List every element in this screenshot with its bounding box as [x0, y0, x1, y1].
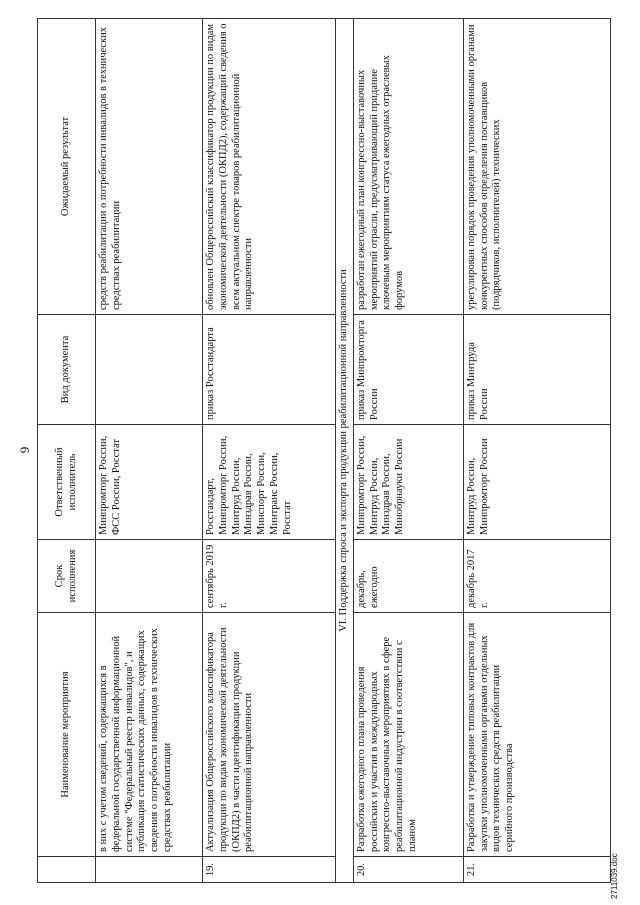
table-header-row	[38, 19, 96, 883]
measure-term: декабрь, ежегодно	[353, 540, 463, 613]
row-number	[96, 857, 203, 883]
page-number: 9	[17, 446, 32, 454]
measure-name: Разработка и утверждение типовых контрактов для закупки уполномоченными органами отдельных видов технических средств реабилитации серийного производства	[463, 613, 610, 857]
measure-doc-type: приказ Минпромторга России	[353, 315, 463, 425]
measure-executor: Минпромторг России, Минтруд России, Минздрав России, Минобрнауки России	[353, 425, 463, 540]
measure-term: сентябрь 2019 г.	[203, 540, 336, 613]
measure-result: средств реабилитации о потребности инвалидов в технических средствах реабилитации	[96, 19, 203, 315]
measure-doc-type: приказ Росстандарта	[203, 315, 336, 425]
measure-name: Актуализация Общероссийского классификатора продукции по видам экономической деятельности (ОКПД2) в части идентификации продукции реабилитационной направленности	[203, 613, 336, 857]
document-code: 2711039.doc	[610, 853, 619, 899]
row-number: 19.	[203, 857, 336, 883]
measure-name: Разработка ежегодного плана проведения российских и участия в международных конгрессно-выставочных мероприятиях в сфере реабилитационной индустрии в соответствии с планом	[353, 613, 463, 857]
measure-term: декабрь 2017 г.	[463, 540, 610, 613]
table-row-20	[353, 19, 463, 883]
header-executor: Ответственный исполнитель	[38, 425, 96, 540]
measure-result: урегулирован порядок проведения уполномоченными органами конкурентных способов определения поставщиков (подрядчиков, исполнителей) технических	[463, 19, 610, 315]
table-row-21	[463, 19, 610, 883]
measure-result: обновлен Общероссийский классификатор продукции по видам экономической деятельности (ОКПД2), содержащий сведения о всем актуальном спектре товаров реабилитационной направленности	[203, 19, 336, 315]
measure-executor: Росстандарт, Минпромторг России, Минтруд России, Минздрав России, Минспорт России, Минтранс России, Росстат	[203, 425, 336, 540]
header-result: Ожидаемый результат	[38, 19, 96, 315]
measure-doc-type	[96, 315, 203, 425]
measure-executor: Минтруд России, Минпромторг России	[463, 425, 610, 540]
measure-doc-type: приказ Минтруда России	[463, 315, 610, 425]
table-row-continued	[96, 19, 203, 883]
header-name: Наименование мероприятия	[38, 613, 96, 857]
section-title: VI. Поддержка спроса и экспорта продукции реабилитационной направленности	[336, 19, 354, 883]
measure-term	[96, 540, 203, 613]
header-number	[38, 857, 96, 883]
header-doc-type: Вид документа	[38, 315, 96, 425]
section-heading-row	[336, 19, 354, 883]
measure-result: разработан ежегодный план конгрессно-выставочных мероприятий отрасли, предусматривающий придание ключевым мероприятиям статуса ежегодных отраслевых форумов	[353, 19, 463, 315]
measure-executor: Минпромторг России, ФСС России, Росстат	[96, 425, 203, 540]
header-term: Срок исполнения	[38, 540, 96, 613]
row-number: 21.	[463, 857, 610, 883]
measure-name: в них с учетом сведений, содержащихся в федеральной государственной информационной системе "Федеральный реестр инвалидов", и публикация статистических данных, содержащих сведения о потребности инвалидов в технических средствах реабилитации	[96, 613, 203, 857]
table-row-19	[203, 19, 336, 883]
measures-table	[37, 18, 611, 883]
row-number: 20.	[353, 857, 463, 883]
